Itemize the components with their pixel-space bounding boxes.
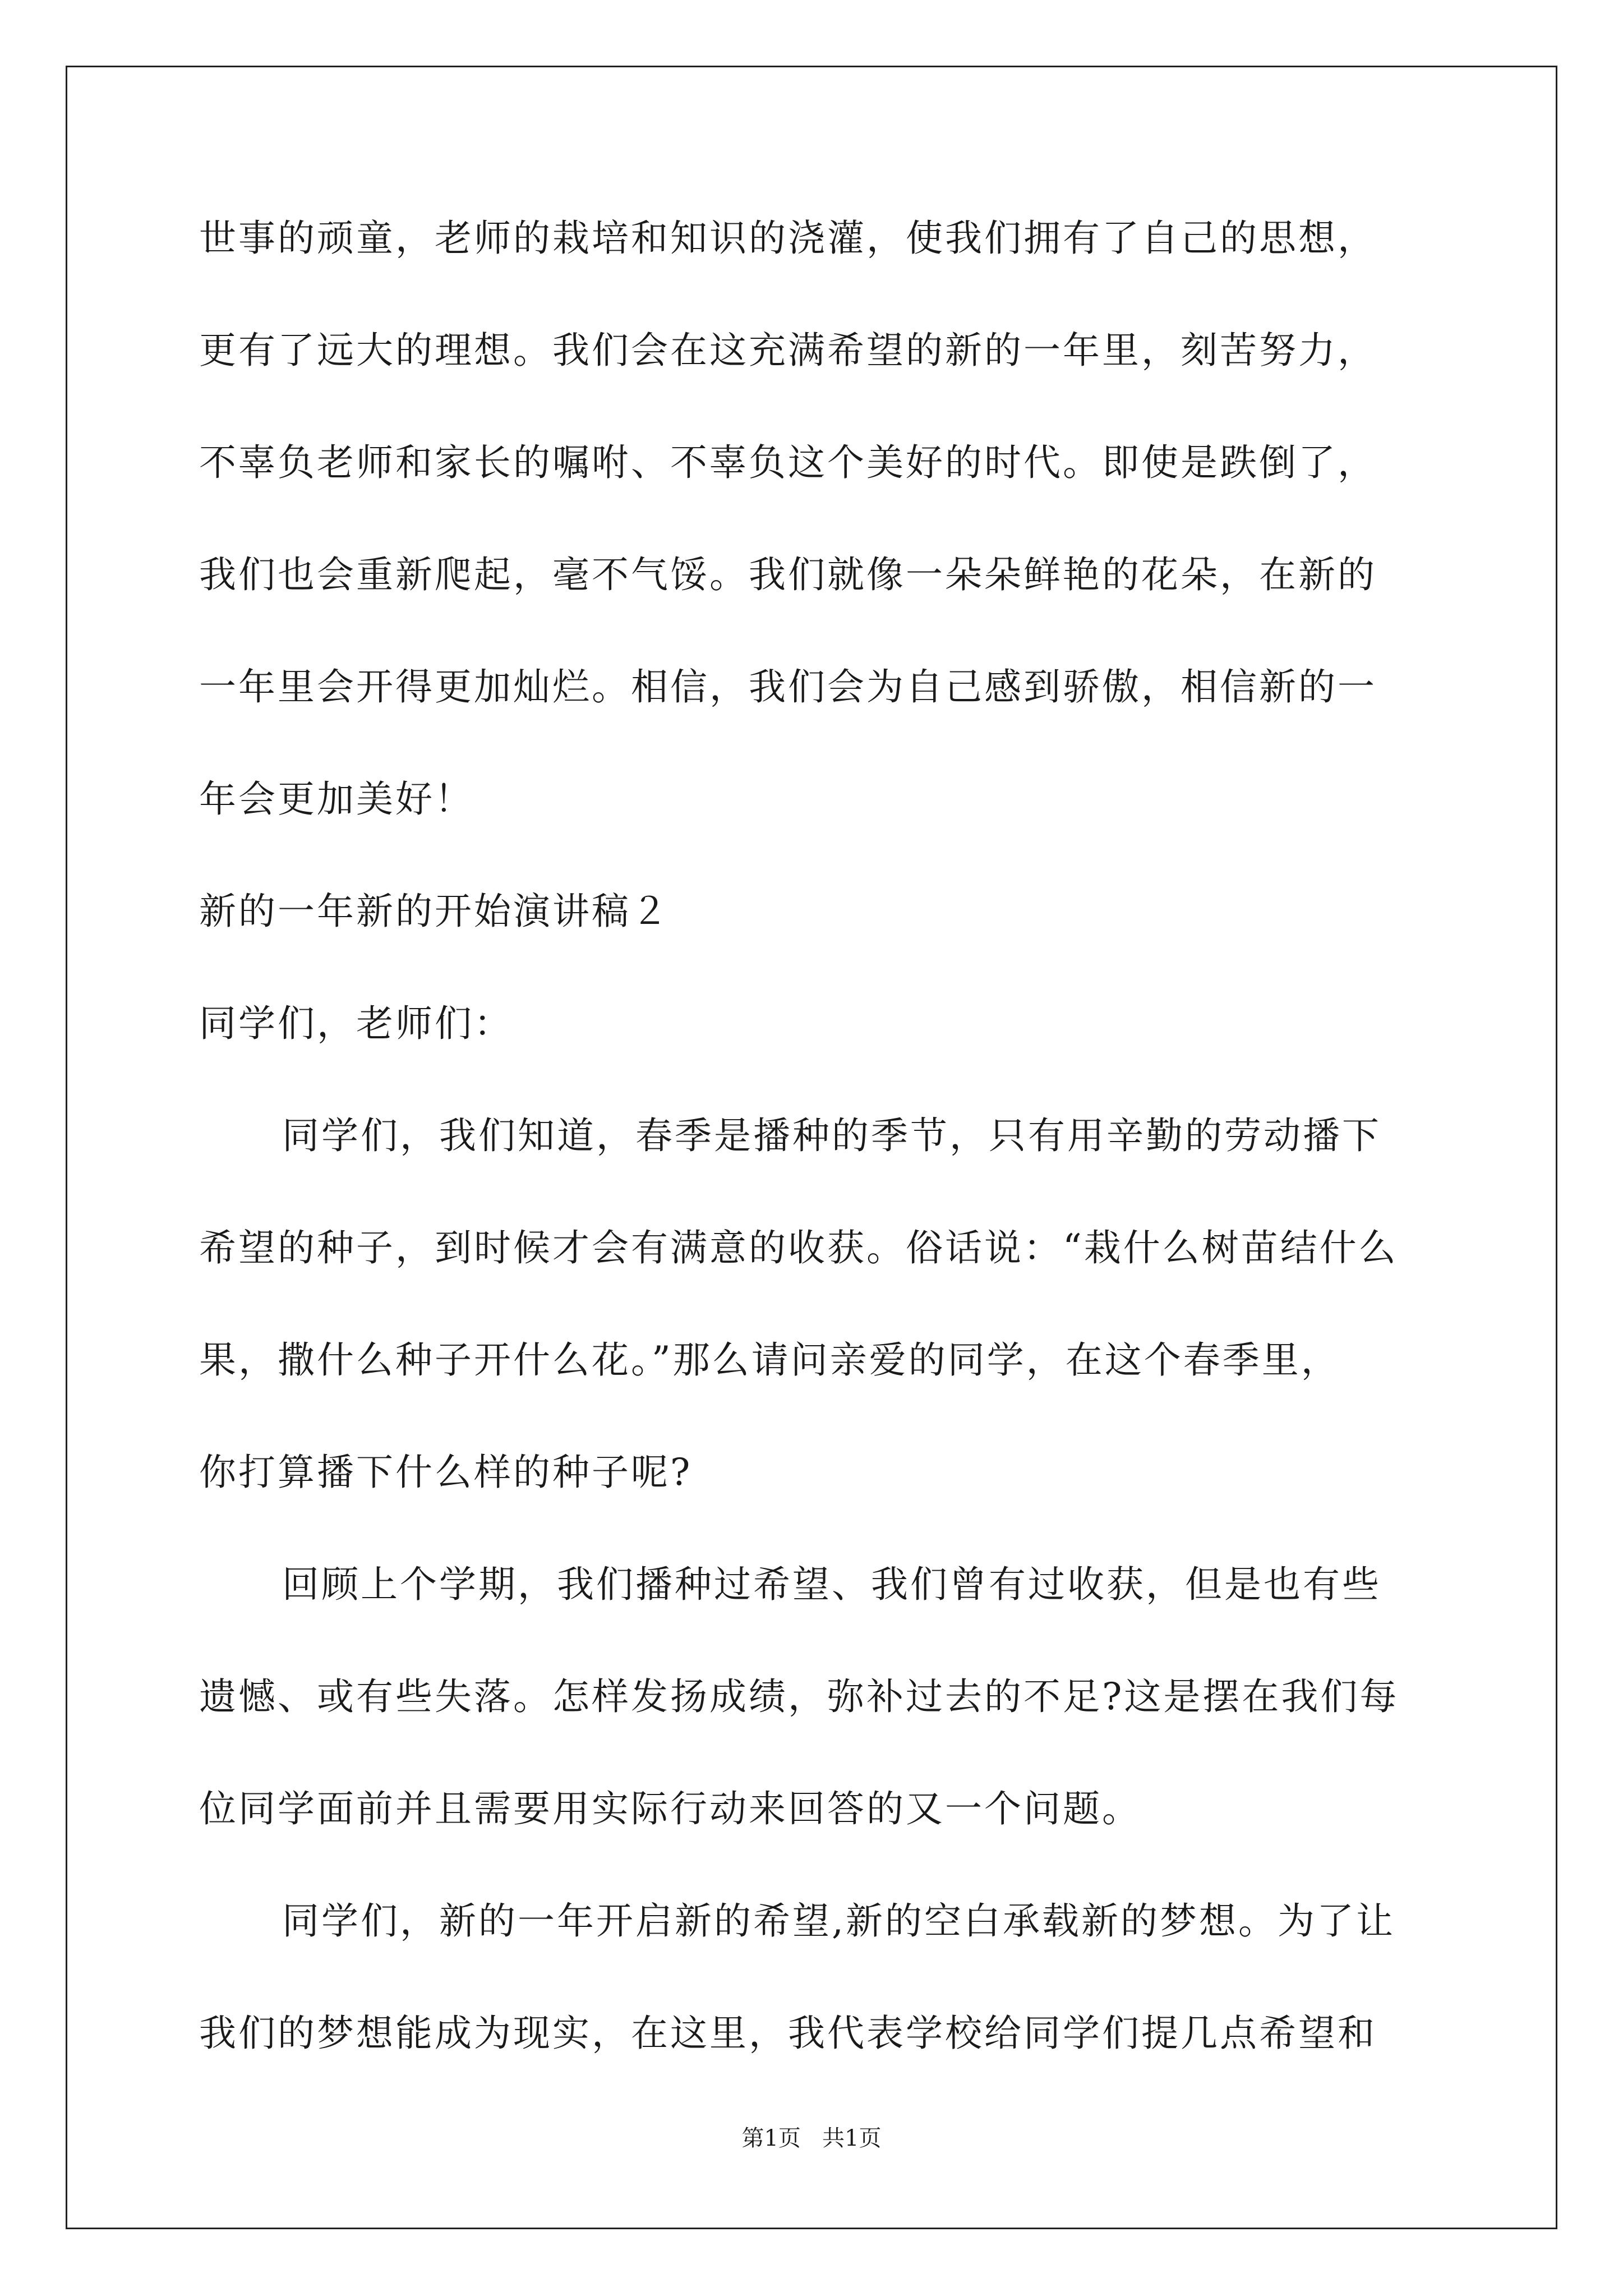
paragraph-line: 更有了远大的理想。我们会在这充满希望的新的一年里，刻苦努力， <box>199 329 1377 372</box>
paragraph-line: 我们的梦想能成为现实，在这里，我代表学校给同学们提几点希望和 <box>199 2012 1377 2055</box>
paragraph-line: 世事的顽童，老师的栽培和知识的浇灌，使我们拥有了自己的思想， <box>199 217 1377 260</box>
paragraph-line: 你打算播下什么样的种子呢? <box>199 1451 693 1494</box>
paragraph-line: 遗憾、或有些失落。怎样发扬成绩，弥补过去的不足?这是摆在我们每 <box>199 1675 1399 1718</box>
paragraph-line: 位同学面前并且需要用实际行动来回答的又一个问题。 <box>199 1787 1141 1830</box>
document-body <box>199 182 1433 2090</box>
paragraph-line: 回顾上个学期，我们播种过希望、我们曾有过收获，但是也有些 <box>282 1563 1381 1606</box>
paragraph-line: 我们也会重新爬起，毫不气馁。我们就像一朵朵鲜艳的花朵，在新的 <box>199 553 1377 596</box>
section-title: 新的一年新的开始演讲稿２ <box>199 890 670 933</box>
page-footer: 第1页 共1页 <box>741 2125 882 2151</box>
paragraph-line: 希望的种子，到时候才会有满意的收获。俗话说：“栽什么树苗结什么 <box>199 1226 1398 1269</box>
paragraph-line: 年会更加美好！ <box>199 777 474 821</box>
paragraph-line: 不辜负老师和家长的嘱咐、不辜负这个美好的时代。即使是跌倒了， <box>199 441 1377 484</box>
paragraph-line: 同学们，我们知道，春季是播种的季节，只有用辛勤的劳动播下 <box>282 1114 1381 1157</box>
paragraph-line: 果，撒什么种子开什么花。”那么请问亲爱的同学，在这个春季里， <box>199 1338 1340 1382</box>
salutation: 同学们，老师们： <box>199 1002 513 1045</box>
paragraph-line: 同学们，新的一年开启新的希望,新的空白承载新的梦想。为了让 <box>282 1899 1395 1943</box>
paragraph-line: 一年里会开得更加灿烂。相信，我们会为自己感到骄傲，相信新的一 <box>199 665 1377 708</box>
